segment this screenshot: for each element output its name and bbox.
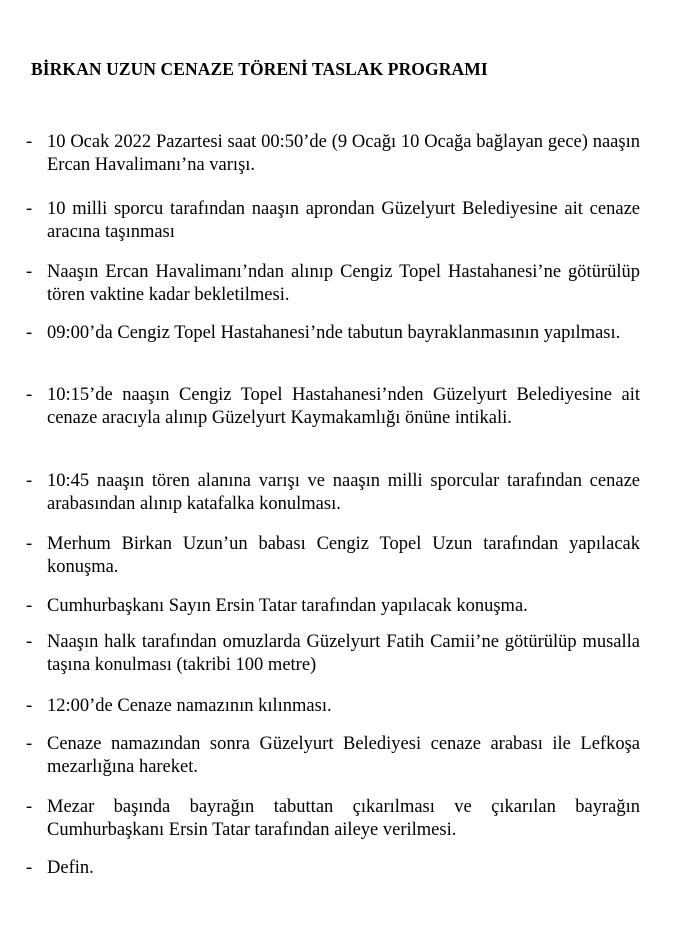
list-item-text: Mezar başında bayrağın tabuttan çıkarılması ve çıkarılan bayrağın Cumhurbaşkanı Ersin Tatar tarafından aileye verilmesi. [47, 797, 640, 840]
list-item-text: Merhum Birkan Uzun’un babası Cengiz Topel Uzun tarafından yapılacak konuşma. [47, 534, 640, 577]
bullet-dash: - [26, 797, 33, 817]
bullet-dash: - [26, 632, 33, 652]
bullet-dash: - [26, 534, 33, 554]
bullet-dash: - [26, 471, 33, 491]
list-item-text: 10:45 naaşın tören alanına varışı ve naaşın milli sporcular tarafından cenaze arabasından alınıp katafalka konulması. [47, 471, 640, 514]
page-title: BİRKAN UZUN CENAZE TÖRENİ TASLAK PROGRAMI [31, 59, 488, 79]
list-item-text: 10:15’de naaşın Cengiz Topel Hastahanesi’nden Güzelyurt Belediyesine ait cenaze aracıyla alınıp Güzelyurt Kaymakamlığı önüne intikali. [47, 385, 640, 428]
list-item-text: 09:00’da Cengiz Topel Hastahanesi’nde tabutun bayraklanmasının yapılması. [47, 323, 621, 343]
list-item-text: 10 milli sporcu tarafından naaşın aprondan Güzelyurt Belediyesine ait cenaze aracına taşınması [47, 199, 640, 242]
list-item-text: Cumhurbaşkanı Sayın Ersin Tatar tarafından yapılacak konuşma. [47, 596, 528, 616]
bullet-dash: - [26, 696, 33, 716]
bullet-dash: - [26, 199, 33, 219]
bullet-dash: - [26, 262, 33, 282]
list-item-text: 12:00’de Cenaze namazının kılınması. [47, 696, 332, 716]
list-item-text: Naaşın Ercan Havalimanı’ndan alınıp Cengiz Topel Hastahanesi’ne götürülüp tören vaktine kadar bekletilmesi. [47, 262, 640, 305]
bullet-dash: - [26, 385, 33, 405]
bullet-dash: - [26, 323, 33, 343]
bullet-dash: - [26, 132, 33, 152]
bullet-dash: - [26, 596, 33, 616]
bullet-dash: - [26, 858, 33, 878]
list-item-text: Naaşın halk tarafından omuzlarda Güzelyurt Fatih Camii’ne götürülüp musalla taşına konulması (takribi 100 metre) [47, 632, 640, 675]
list-item-text: Cenaze namazından sonra Güzelyurt Belediyesi cenaze arabası ile Lefkoşa mezarlığına hareket. [47, 734, 640, 777]
list-item-text: Defin. [47, 858, 94, 878]
bullet-dash: - [26, 734, 33, 754]
list-item-text: 10 Ocak 2022 Pazartesi saat 00:50’de (9 Ocağı 10 Ocağa bağlayan gece) naaşın Ercan Havalimanı’na varışı. [47, 132, 640, 175]
